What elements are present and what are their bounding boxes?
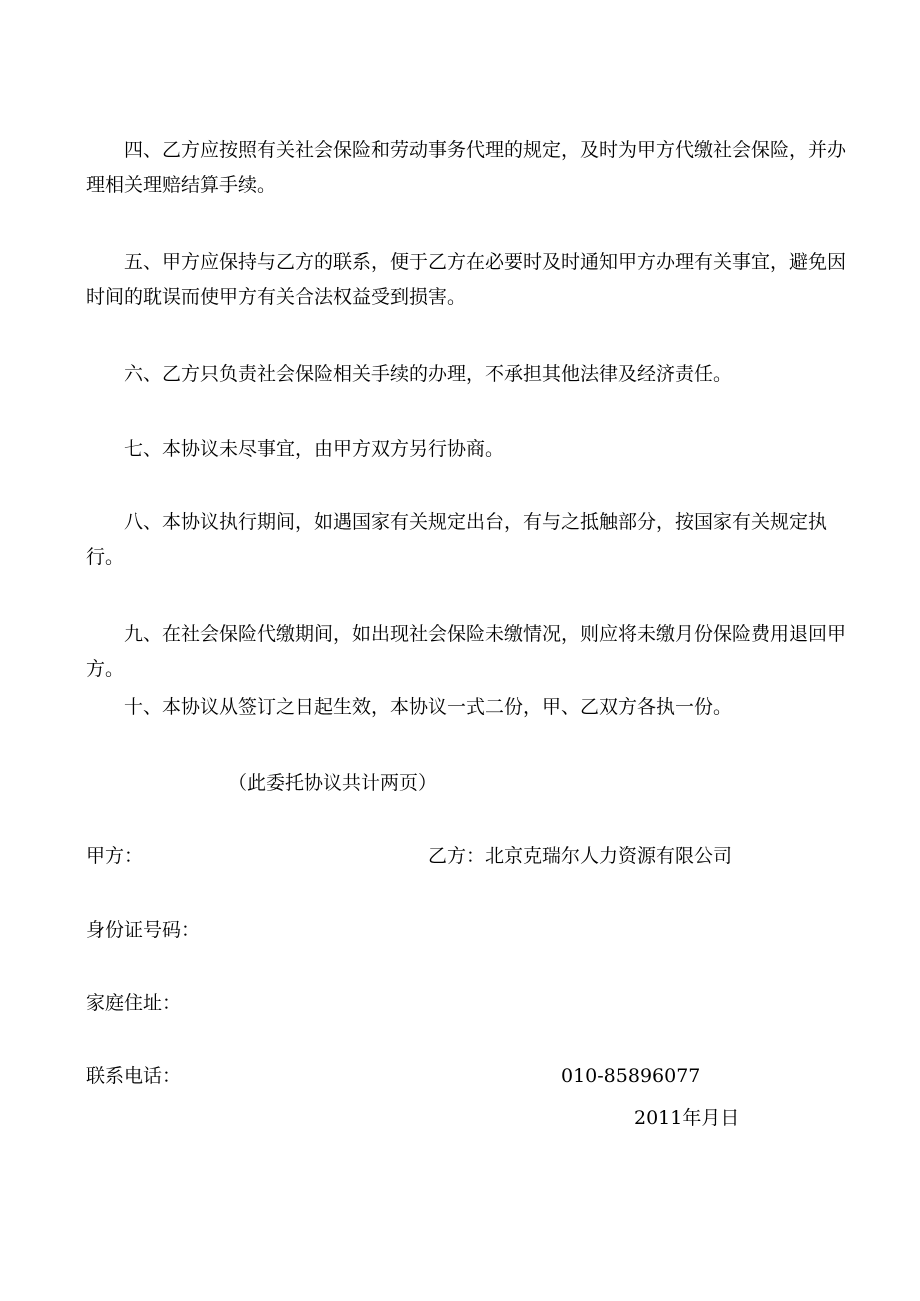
clause-8: 八、本协议执行期间，如遇国家有关规定出台，有与之抵触部分，按国家有关规定执行。	[86, 511, 828, 568]
clause-6: 六、乙方只负责社会保险相关手续的办理，不承担其他法律及经济责任。	[124, 363, 733, 385]
page-count-note: （此委托协议共计两页）	[228, 772, 438, 794]
clause-7: 七、本协议未尽事宜，由甲方双方另行协商。	[124, 438, 505, 460]
signing-date: 2011年月日	[634, 1107, 740, 1129]
clause-10: 十、本协议从签订之日起生效，本协议一式二份，甲、乙双方各执一份。	[124, 696, 733, 718]
party-a-label: 甲方：	[86, 845, 144, 867]
clause-9: 九、在社会保险代缴期间，如出现社会保险未缴情况，则应将未缴月份保险费用退回甲方。	[86, 623, 847, 680]
clause-4: 四、乙方应按照有关社会保险和劳动事务代理的规定，及时为甲方代缴社会保险，并办理相关理赔结算手续。	[86, 139, 847, 196]
phone-label: 联系电话：	[86, 1065, 182, 1087]
home-address-label: 家庭住址：	[86, 992, 182, 1014]
id-number-label: 身份证号码：	[86, 919, 201, 941]
clause-5: 五、甲方应保持与乙方的联系，便于乙方在必要时及时通知甲方办理有关事宜，避免因时间的耽误而使甲方有关合法权益受到损害。	[86, 251, 847, 308]
phone-value: 010-85896077	[561, 1065, 701, 1087]
party-b-name: 乙方：北京克瑞尔人力资源有限公司	[428, 845, 733, 867]
